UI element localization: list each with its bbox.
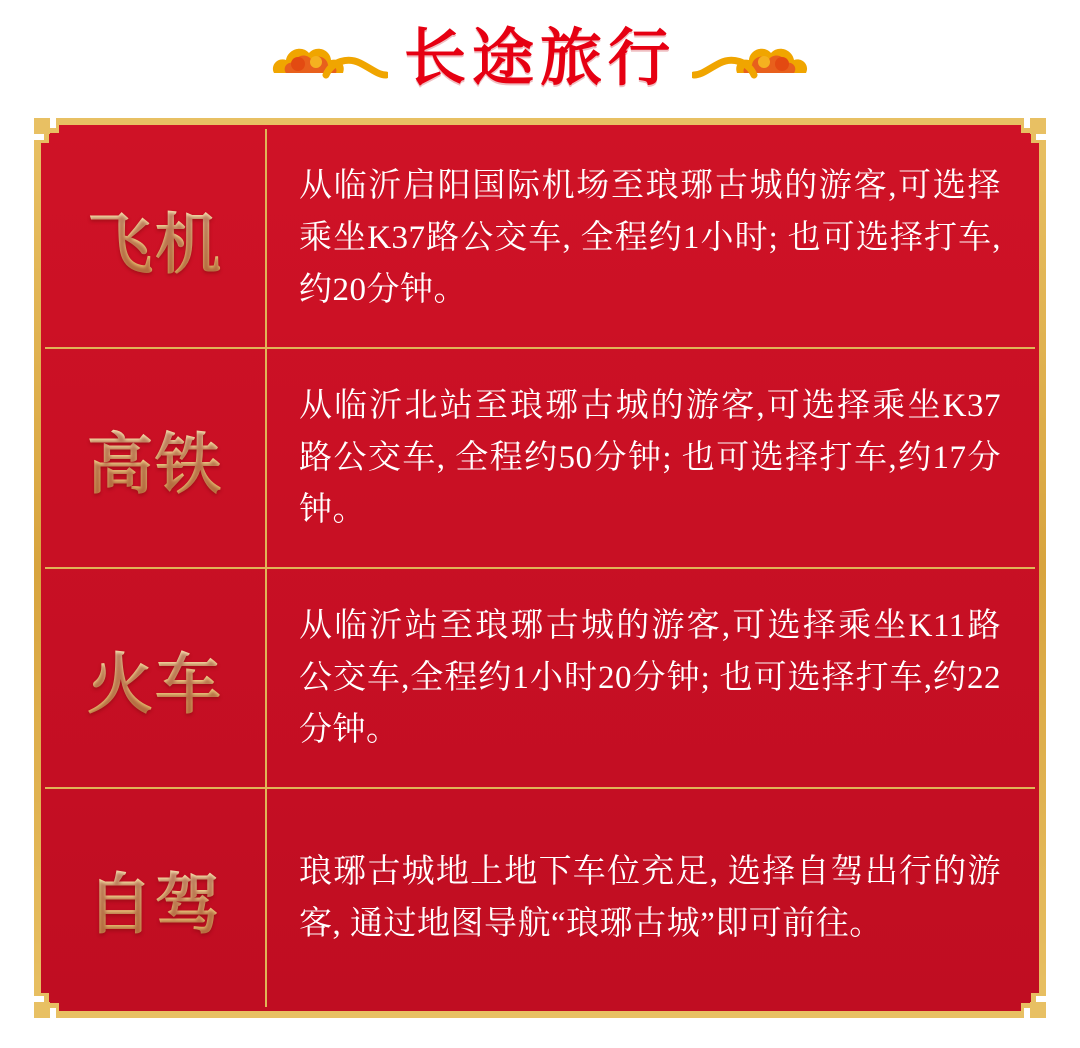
table-row-body-cell xyxy=(267,129,1035,347)
transport-table xyxy=(45,129,1035,1007)
table-row xyxy=(45,349,1035,569)
poster-header xyxy=(0,0,1080,118)
page-title: 长途旅行 xyxy=(403,25,676,93)
table-row xyxy=(45,569,1035,789)
table-row-label-cell xyxy=(45,129,267,347)
table-row-label-cell xyxy=(45,569,267,787)
transport-description: 从临沂北站至琅琊古城的游客,可选择乘坐K37路公交车, 全程约50分钟; 也可选择打车,约17分钟。 xyxy=(299,387,1001,529)
table-row-body-cell xyxy=(267,349,1035,567)
transport-description: 从临沂站至琅琊古城的游客,可选择乘坐K11路公交车,全程约1小时20分钟; 也可选择打车,约22分钟。 xyxy=(299,607,1001,749)
table-row-label-cell xyxy=(45,349,267,567)
transport-label: 自驾 xyxy=(87,851,223,946)
cloud-ornament-icon-right xyxy=(692,31,812,87)
info-table-frame xyxy=(34,118,1046,1018)
transport-description: 从临沂启阳国际机场至琅琊古城的游客,可选择乘坐K37路公交车, 全程约1小时; 也可选择打车,约20分钟。 xyxy=(299,167,1001,309)
cloud-ornament-icon-left xyxy=(268,31,388,87)
transport-label: 高铁 xyxy=(87,411,223,506)
transport-label: 飞机 xyxy=(87,191,223,286)
table-row-body-cell xyxy=(267,789,1035,1007)
table-row-label-cell xyxy=(45,789,267,1007)
table-row-body-cell xyxy=(267,569,1035,787)
table-row xyxy=(45,129,1035,349)
table-row xyxy=(45,789,1035,1007)
transport-description: 琅琊古城地上地下车位充足, 选择自驾出行的游客, 通过地图导航“琅琊古城”即可前往。 xyxy=(299,853,1001,942)
transport-label: 火车 xyxy=(87,631,223,726)
